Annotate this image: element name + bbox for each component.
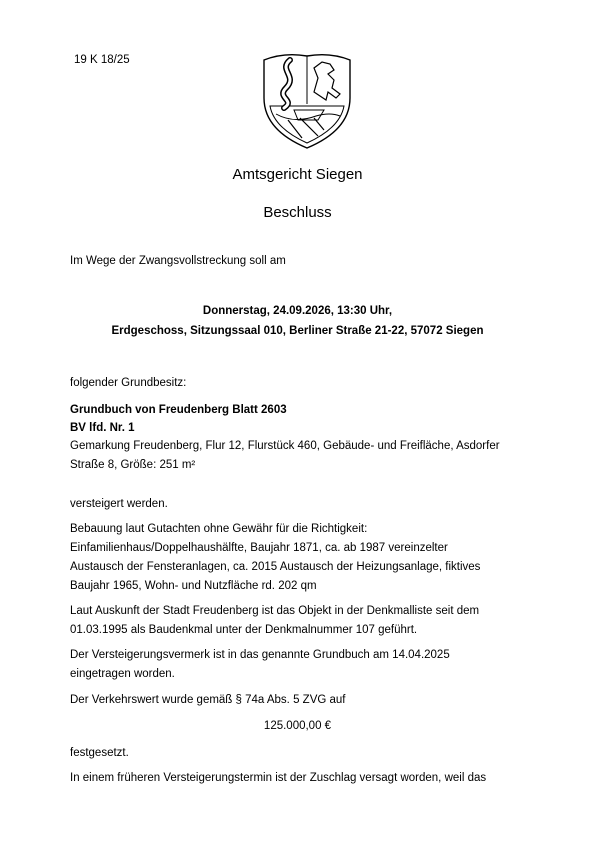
valuation-amount: 125.000,00 €: [263, 720, 332, 732]
registration-line: eingetragen worden.: [70, 668, 175, 680]
valuation-intro: Der Verkehrswert wurde gemäß § 74a Abs. 5 ZVG auf: [70, 694, 346, 706]
file-number: 19 K 18/25: [74, 54, 130, 66]
monument-line: Laut Auskunft der Stadt Freudenberg ist das Objekt in der Denkmalliste seit dem: [70, 605, 480, 617]
intro-text: Im Wege der Zwangsvollstreckung soll am: [70, 255, 286, 267]
property-description: Straße 8, Größe: 251 m²: [70, 459, 196, 471]
appointment-location: Erdgeschoss, Sitzungssaal 010, Berliner Straße 21-22, 57072 Siegen: [111, 325, 484, 337]
coat-of-arms-seal: [254, 46, 360, 152]
building-line: Bebauung laut Gutachten ohne Gewähr für die Richtigkeit:: [70, 523, 368, 535]
property-intro: folgender Grundbesitz:: [70, 377, 187, 389]
appointment-date: Donnerstag, 24.09.2026, 13:30 Uhr,: [202, 305, 393, 317]
valuation-outro: festgesetzt.: [70, 747, 129, 759]
previous-auction-text: In einem früheren Versteigerungstermin ist der Zuschlag versagt worden, weil das: [70, 772, 487, 784]
court-name: Amtsgericht Siegen: [232, 166, 363, 183]
property-description: Gemarkung Freudenberg, Flur 12, Flurstück 460, Gebäude- und Freifläche, Asdorfer: [70, 440, 500, 452]
building-line: Austausch der Fensteranlagen, ca. 2015 Austausch der Heizungsanlage, fiktives: [70, 561, 481, 573]
monument-line: 01.03.1995 als Baudenkmal unter der Denkmalnummer 107 geführt.: [70, 624, 418, 636]
property-register: Grundbuch von Freudenberg Blatt 2603: [70, 404, 287, 416]
registration-line: Der Versteigerungsvermerk ist in das genannte Grundbuch am 14.04.2025: [70, 649, 450, 661]
building-line: Einfamilienhaus/Doppelhaushälfte, Baujahr 1871, ca. ab 1987 vereinzelter: [70, 542, 448, 554]
building-line: Baujahr 1965, Wohn- und Nutzfläche rd. 202 qm: [70, 580, 317, 592]
auction-statement: versteigert werden.: [70, 498, 168, 510]
decision-title: Beschluss: [263, 204, 332, 221]
property-entry: BV lfd. Nr. 1: [70, 422, 135, 434]
